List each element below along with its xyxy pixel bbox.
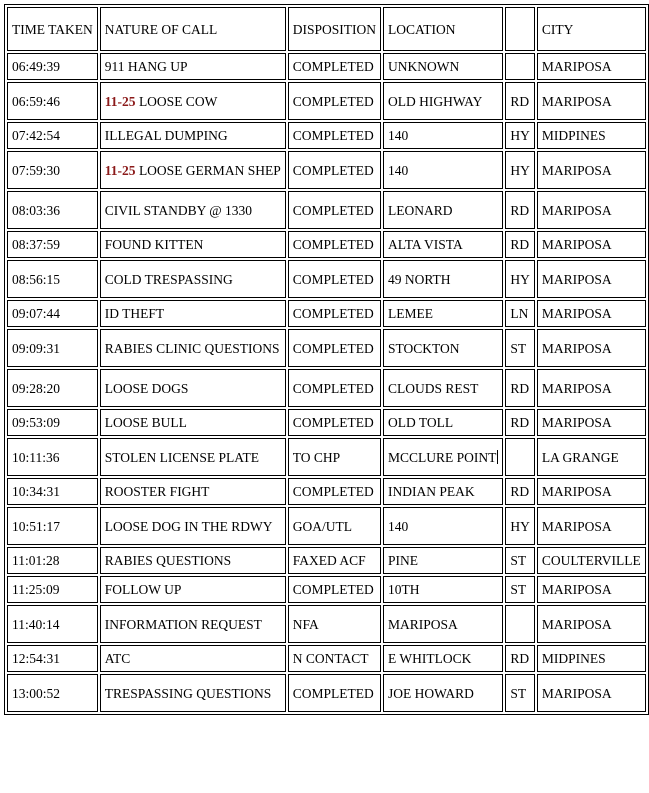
nature-text: INFORMATION REQUEST	[104, 616, 262, 632]
city-cell: LA GRANGE	[537, 438, 646, 476]
location-cell	[383, 605, 503, 643]
location-cell	[383, 478, 503, 505]
header-suffix	[505, 7, 535, 51]
time-taken-cell: 11:25:09	[7, 576, 98, 603]
disposition-cell: COMPLETED	[288, 82, 381, 120]
location-cell	[383, 260, 503, 298]
table-row	[7, 645, 646, 672]
time-taken-cell: 09:07:44	[7, 300, 98, 327]
disposition-cell: COMPLETED	[288, 409, 381, 436]
header-disposition: DISPOSITION	[288, 7, 381, 51]
street-suffix-cell: HY	[505, 122, 535, 149]
time-taken-cell: 11:01:28	[7, 547, 98, 574]
call-code: 11-25	[104, 93, 136, 109]
location-text: MARIPOSA	[387, 616, 458, 632]
city-cell: MARIPOSA	[537, 369, 646, 407]
call-code: 11-25	[104, 162, 136, 178]
nature-of-call-cell	[100, 231, 286, 258]
disposition-cell: NFA	[288, 605, 381, 643]
table-row	[7, 605, 646, 643]
disposition-cell: N CONTACT	[288, 645, 381, 672]
location-text: UNKNOWN	[387, 59, 460, 74]
time-taken-cell: 08:37:59	[7, 231, 98, 258]
location-text: 140	[387, 518, 409, 534]
nature-of-call-cell	[100, 369, 286, 407]
disposition-cell: COMPLETED	[288, 576, 381, 603]
nature-of-call-cell	[100, 151, 286, 189]
city-cell: MARIPOSA	[537, 478, 646, 505]
location-text: 49 NORTH	[387, 271, 451, 287]
table-row	[7, 576, 646, 603]
location-text: E WHITLOCK	[387, 651, 472, 666]
location-cell	[383, 122, 503, 149]
nature-of-call-cell	[100, 409, 286, 436]
nature-text: FOUND KITTEN	[104, 237, 204, 252]
street-suffix-cell: RD	[505, 409, 535, 436]
nature-of-call-cell	[100, 547, 286, 574]
nature-of-call-cell	[100, 576, 286, 603]
city-cell: MARIPOSA	[537, 231, 646, 258]
time-taken-cell: 13:00:52	[7, 674, 98, 712]
nature-of-call-cell	[100, 329, 286, 367]
location-cell	[383, 82, 503, 120]
nature-of-call-cell	[100, 674, 286, 712]
time-taken-cell: 12:54:31	[7, 645, 98, 672]
table-row	[7, 191, 646, 229]
location-text: LEMEE	[387, 306, 433, 321]
street-suffix-cell	[505, 438, 535, 476]
disposition-cell: COMPLETED	[288, 478, 381, 505]
location-text: INDIAN PEAK	[387, 484, 475, 499]
location-cell	[383, 409, 503, 436]
time-taken-cell: 07:42:54	[7, 122, 98, 149]
time-taken-cell: 11:40:14	[7, 605, 98, 643]
street-suffix-cell: RD	[505, 191, 535, 229]
location-cell	[383, 674, 503, 712]
location-text: 10TH	[387, 582, 420, 597]
nature-text: FOLLOW UP	[104, 582, 182, 597]
location-text: CLOUDS REST	[387, 380, 479, 396]
table-row	[7, 53, 646, 80]
time-taken-cell: 06:49:39	[7, 53, 98, 80]
street-suffix-cell	[505, 53, 535, 80]
header-location: LOCATION	[383, 7, 503, 51]
table-row	[7, 300, 646, 327]
street-suffix-cell: ST	[505, 329, 535, 367]
nature-text: RABIES QUESTIONS	[104, 553, 232, 568]
nature-of-call-cell	[100, 645, 286, 672]
city-cell: COULTERVILLE	[537, 547, 646, 574]
city-cell: MARIPOSA	[537, 300, 646, 327]
nature-of-call-cell	[100, 478, 286, 505]
location-text: OLD TOLL	[387, 415, 454, 430]
disposition-cell: TO CHP	[288, 438, 381, 476]
nature-of-call-cell	[100, 191, 286, 229]
table-row	[7, 507, 646, 545]
location-text: 140	[387, 162, 409, 178]
city-cell: MARIPOSA	[537, 409, 646, 436]
table-row	[7, 231, 646, 258]
location-cell	[383, 576, 503, 603]
time-taken-cell: 10:51:17	[7, 507, 98, 545]
header-time: TIME TAKEN	[7, 7, 98, 51]
table-row	[7, 151, 646, 189]
time-taken-cell: 09:28:20	[7, 369, 98, 407]
nature-of-call-cell	[100, 122, 286, 149]
table-row	[7, 82, 646, 120]
location-text: LEONARD	[387, 202, 453, 218]
call-log	[4, 4, 649, 715]
location-cell	[383, 53, 503, 80]
table-row	[7, 438, 646, 476]
city-cell: MARIPOSA	[537, 82, 646, 120]
city-cell: MARIPOSA	[537, 605, 646, 643]
nature-text: ATC	[104, 651, 131, 666]
location-text: 140	[387, 128, 409, 143]
text-cursor	[497, 450, 498, 464]
street-suffix-cell: ST	[505, 576, 535, 603]
location-text: STOCKTON	[387, 340, 460, 356]
nature-of-call-cell	[100, 82, 286, 120]
nature-of-call-cell	[100, 507, 286, 545]
street-suffix-cell: ST	[505, 547, 535, 574]
city-cell: MIDPINES	[537, 122, 646, 149]
disposition-cell: COMPLETED	[288, 329, 381, 367]
disposition-cell: COMPLETED	[288, 191, 381, 229]
nature-text: STOLEN LICENSE PLATE	[104, 449, 260, 465]
table-row	[7, 329, 646, 367]
location-cell	[383, 369, 503, 407]
street-suffix-cell: RD	[505, 369, 535, 407]
nature-text: ROOSTER FIGHT	[104, 484, 210, 499]
nature-of-call-cell	[100, 300, 286, 327]
street-suffix-cell: HY	[505, 260, 535, 298]
location-text: OLD HIGHWAY	[387, 93, 483, 109]
disposition-cell: COMPLETED	[288, 260, 381, 298]
location-cell	[383, 645, 503, 672]
city-cell: MARIPOSA	[537, 674, 646, 712]
nature-of-call-cell	[100, 260, 286, 298]
location-cell	[383, 547, 503, 574]
time-taken-cell: 09:09:31	[7, 329, 98, 367]
nature-text: ILLEGAL DUMPING	[104, 128, 228, 143]
location-text: ALTA VISTA	[387, 237, 463, 252]
street-suffix-cell: RD	[505, 231, 535, 258]
table-row	[7, 674, 646, 712]
location-cell	[383, 191, 503, 229]
nature-of-call-cell	[100, 438, 286, 476]
nature-text: LOOSE GERMAN SHEP	[138, 162, 281, 178]
nature-of-call-cell	[100, 605, 286, 643]
nature-text: LOOSE BULL	[104, 415, 187, 430]
disposition-cell: COMPLETED	[288, 231, 381, 258]
street-suffix-cell: HY	[505, 507, 535, 545]
time-taken-cell: 09:53:09	[7, 409, 98, 436]
disposition-cell: COMPLETED	[288, 674, 381, 712]
table-row	[7, 260, 646, 298]
city-cell: MARIPOSA	[537, 260, 646, 298]
city-cell: MARIPOSA	[537, 191, 646, 229]
location-cell	[383, 507, 503, 545]
nature-text: LOOSE DOGS	[104, 380, 189, 396]
disposition-cell: GOA/UTL	[288, 507, 381, 545]
call-log-table	[4, 4, 649, 715]
city-cell: MARIPOSA	[537, 329, 646, 367]
nature-text: TRESPASSING QUESTIONS	[104, 685, 272, 701]
street-suffix-cell: RD	[505, 82, 535, 120]
time-taken-cell: 06:59:46	[7, 82, 98, 120]
nature-text: LOOSE DOG IN THE RDWY	[104, 518, 273, 534]
nature-text: 911 HANG UP	[104, 59, 188, 74]
nature-text: ID THEFT	[104, 306, 165, 321]
location-text: JOE HOWARD	[387, 685, 474, 701]
table-row	[7, 547, 646, 574]
location-cell	[383, 231, 503, 258]
nature-text: COLD TRESPASSING	[104, 271, 233, 287]
time-taken-cell: 07:59:30	[7, 151, 98, 189]
nature-text: CIVIL STANDBY @ 1330	[104, 202, 253, 218]
city-cell: MIDPINES	[537, 645, 646, 672]
disposition-cell: COMPLETED	[288, 122, 381, 149]
street-suffix-cell: HY	[505, 151, 535, 189]
disposition-cell: COMPLETED	[288, 300, 381, 327]
location-cell	[383, 300, 503, 327]
header-row	[7, 7, 646, 51]
time-taken-cell: 08:03:36	[7, 191, 98, 229]
table-row	[7, 409, 646, 436]
city-cell: MARIPOSA	[537, 53, 646, 80]
street-suffix-cell: ST	[505, 674, 535, 712]
disposition-cell: FAXED ACF	[288, 547, 381, 574]
disposition-cell: COMPLETED	[288, 369, 381, 407]
city-cell: MARIPOSA	[537, 151, 646, 189]
location-cell	[383, 329, 503, 367]
header-nature: NATURE OF CALL	[100, 7, 286, 51]
time-taken-cell: 10:11:36	[7, 438, 98, 476]
time-taken-cell: 10:34:31	[7, 478, 98, 505]
street-suffix-cell: RD	[505, 645, 535, 672]
time-taken-cell: 08:56:15	[7, 260, 98, 298]
location-cell	[383, 151, 503, 189]
table-row	[7, 369, 646, 407]
nature-of-call-cell	[100, 53, 286, 80]
disposition-cell: COMPLETED	[288, 151, 381, 189]
location-cell	[383, 438, 503, 476]
table-row	[7, 478, 646, 505]
city-cell: MARIPOSA	[537, 576, 646, 603]
nature-text: RABIES CLINIC QUESTIONS	[104, 340, 280, 356]
disposition-cell: COMPLETED	[288, 53, 381, 80]
street-suffix-cell: LN	[505, 300, 535, 327]
location-text: MCCLURE POINT	[387, 449, 497, 465]
location-text: PINE	[387, 553, 418, 568]
header-city: CITY	[537, 7, 646, 51]
street-suffix-cell: RD	[505, 478, 535, 505]
street-suffix-cell	[505, 605, 535, 643]
city-cell: MARIPOSA	[537, 507, 646, 545]
nature-text: LOOSE COW	[138, 93, 218, 109]
table-row	[7, 122, 646, 149]
